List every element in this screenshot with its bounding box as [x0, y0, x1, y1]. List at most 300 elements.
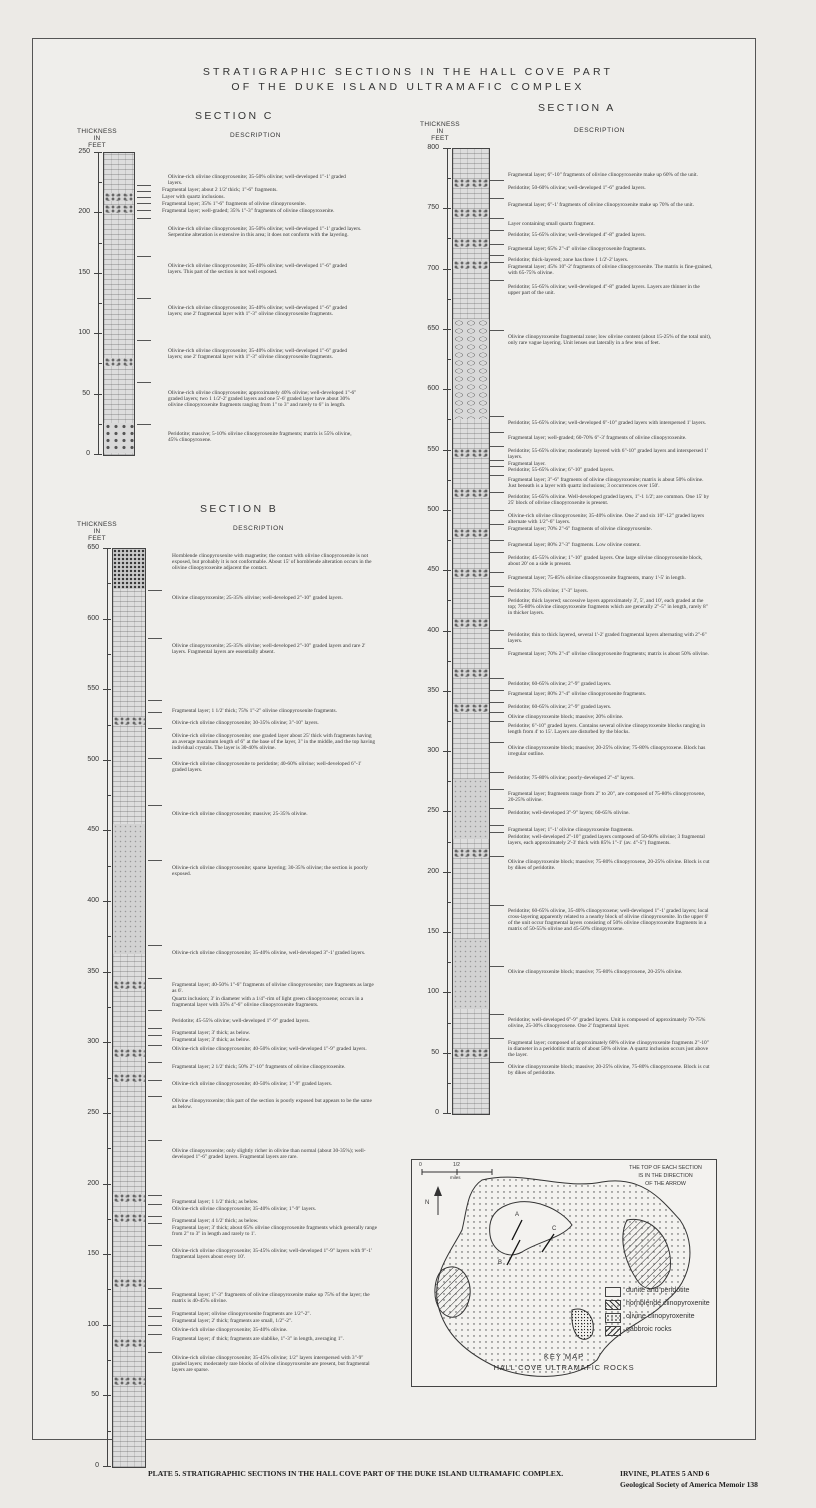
legend-dunite-label: dunite and peridotite — [626, 1287, 690, 1294]
section-b-unit-26: Fragmental layer; 1"-3" fragments of olivine clinopyroxenite make up 75% of the layer; the matrix is 40-45% olivine. — [172, 1292, 370, 1305]
section-a-unit-42: Fragmental layer; composed of approximately 60% olivine clinopyroxenite fragments 2"-10" in diameter in a peridotitic matrix of about 50% olivine. A quartz inclusion occurs just above the layer. — [508, 1040, 709, 1059]
unit-boundary-leader — [148, 1140, 162, 1141]
section-a-unit-36: Fragmental layer; 1"-1' olivine clinopyroxenite fragments. — [508, 827, 634, 833]
section-b-unit-10: Olivine-rich olivine clinopyroxenite; 35-40% olivine, well-developed 3"-1' graded layers. — [172, 950, 366, 956]
scale-tick — [103, 619, 111, 620]
scale-tick — [103, 1184, 111, 1185]
gabbroic-area — [435, 1267, 470, 1317]
section-a-unit-25: Peridotite; thin to thick layered, several 1'-2' graded fragmental layers alternating with 2"-6" layers. — [508, 632, 707, 645]
unit-boundary-leader — [148, 1010, 162, 1011]
scale-minor-tick — [447, 299, 451, 300]
unit-boundary-leader — [148, 1352, 162, 1353]
scale-tick-label: 100 — [87, 1320, 99, 1328]
legend-olivine-label: olivine clinopyroxenite — [626, 1313, 695, 1320]
section-b-unit-6: Olivine-rich olivine clinopyroxenite; one graded layer about 25' thick with fragments having an average maximum length of 6" at the base of the layer, 3" in the middle, and the top having individual crystals. The layer is 30-40% olivine. — [172, 733, 376, 752]
scale-tick — [103, 548, 111, 549]
scale-tick-label: 150 — [87, 1250, 99, 1258]
unit-boundary-leader — [148, 728, 162, 729]
scale-tick-label: 50 — [82, 389, 90, 397]
unit-boundary-leader — [148, 1204, 162, 1205]
unit-boundary-leader — [137, 185, 151, 186]
unit-boundary-leader — [490, 262, 504, 263]
scale-tick-label: 350 — [87, 967, 99, 975]
section-c-title: SECTION C — [195, 110, 274, 122]
scale-label-half: 1/2 — [453, 1162, 460, 1168]
scale-minor-tick — [447, 600, 451, 601]
section-a-unit-12: Fragmental layer; well-graded; 60-70% 6"-3' fragments of olivine clinopyroxenite. — [508, 435, 687, 441]
scale-tick — [443, 389, 451, 390]
unit-boundary-leader — [148, 1334, 162, 1335]
scale-minor-tick — [107, 654, 111, 655]
section-b-unit-13: Peridotite; 45-55% olivine; well-developed 1"-9" graded layers. — [172, 1018, 310, 1024]
scale-tick-label: 800 — [427, 144, 439, 151]
unit-boundary-leader — [137, 210, 151, 211]
scale-tick — [443, 570, 451, 571]
scale-minor-tick — [107, 1078, 111, 1079]
section-b-unit-29: Olivine-rich olivine clinopyroxenite; 35-40% olivine. — [172, 1327, 288, 1333]
section-b-unit-17: Fragmental layer; 2 1/2' thick; 50% 2"-10" fragments of olivine clinopyroxenite. — [172, 1064, 346, 1070]
unit-boundary-leader — [490, 825, 504, 826]
fragmental-layer — [453, 449, 489, 457]
fragmental-layer — [113, 1214, 145, 1222]
section-a-unit-29: Peridotite; 60-65% olivine; 2"-9" graded layers. — [508, 704, 612, 710]
fragmental-layer — [453, 704, 489, 712]
map-label-b: B — [498, 1260, 503, 1266]
unit-boundary-leader — [148, 1195, 162, 1196]
scale-tick — [443, 208, 451, 209]
unit-boundary-leader — [148, 638, 162, 639]
unit-boundary-leader — [148, 590, 162, 591]
fragmental-layer — [104, 205, 134, 213]
section-c-unit-1: Olivine-rich olivine clinopyroxenite; 35-50% olivine; well-developed 1"-1' graded layers. — [168, 174, 346, 187]
section-b-unit-21: Fragmental layer; 1 1/2' thick; as below. — [172, 1199, 259, 1205]
unit-boundary-leader — [490, 1038, 504, 1039]
scale-minor-tick — [447, 480, 451, 481]
scale-minor-tick — [447, 238, 451, 239]
section-b-unit-27: Fragmental layer; olivine clinopyroxenite fragments are 1/2"-2". — [172, 1311, 311, 1317]
fragmental-layer — [453, 569, 489, 577]
section-a-unit-2: Peridotite; 50-60% olivine; well-developed 1"-6" graded layers. — [508, 185, 646, 191]
section-a-unit-28: Fragmental layer; 80% 2"-4" olivine clinopyroxenite fragments. — [508, 691, 647, 697]
scale-tick-label: 0 — [435, 1109, 439, 1116]
unit-boundary-leader — [137, 340, 151, 341]
unit-boundary-leader — [490, 218, 504, 219]
fragmental-layer — [104, 193, 134, 201]
section-b-unit-9: Olivine-rich olivine clinopyroxenite; sparse layering; 30-35% olivine; the section is poorly exposed. — [172, 865, 368, 878]
fragmental-layer — [113, 1339, 145, 1347]
section-a-unit-24: Peridotite; thick layered; successive layers approximately 3', 5', and 10', each graded at the top; 75-80% olivine clinopyroxenite fragments which are generally 2"-5" in length, rarely 8" in thicker layers. — [508, 598, 708, 617]
scale-tick-label: 150 — [427, 928, 439, 936]
scale-tick — [443, 510, 451, 511]
scale-tick — [103, 1113, 111, 1114]
section-c-unit-6: Olivine-rich olivine clinopyroxenite; 35-50% olivine; well-developed 1"-1' graded layers. Serpentine alteration is extensive in this area; it does not conform with the layering. — [168, 226, 362, 239]
fragmental-layer — [453, 849, 489, 857]
unit-boundary-leader — [490, 180, 504, 181]
scale-tick-label: 100 — [78, 329, 90, 337]
fragmental-layer — [453, 261, 489, 269]
plate-caption: PLATE 5. STRATIGRAPHIC SECTIONS IN THE HALL COVE PART OF THE DUKE ISLAND ULTRAMAFIC COMPLEX. — [148, 1469, 564, 1478]
scale-tick-label: 450 — [427, 566, 439, 574]
scale-minor-tick — [98, 182, 102, 183]
unit-boundary-leader — [137, 424, 151, 425]
unit-boundary-leader — [148, 805, 162, 806]
section-a-unit-39: Peridotite; 60-65% olivine, 35-40% clinopyroxene; well-developed 1"-1' graded layers; local cross-layering apparently related to a nearby block of olivine clinopyroxenite. In the upper 6' of the unit occur fragmental layers consisting of 50% olivine clinopyroxenite fragments in a matrix of 50-55% olivine and 45-50% clinopyroxene. — [508, 908, 709, 933]
scale-tick — [443, 811, 451, 812]
unit-boundary-leader — [490, 596, 504, 597]
section-b-unit-22: Olivine-rich olivine clinopyroxenite; 35-40% olivine; 1"-9" layers. — [172, 1206, 317, 1212]
section-c-unit-9: Olivine-rich olivine clinopyroxenite; 35-40% olivine; well-developed 1"-6" graded layers; one 2' fragmental layer with 1"-3" olivine clinopyroxenite fragments. — [168, 348, 348, 361]
scale-minor-tick — [107, 1431, 111, 1432]
scale-minor-tick — [107, 583, 111, 584]
section-b-unit-30: Fragmental layer; 4' thick; fragments are slablike, 1"-3" in length, averaging 1". — [172, 1336, 344, 1342]
fragmental-layer — [113, 717, 145, 725]
unit-boundary-leader — [490, 721, 504, 722]
section-a-unit-33: Peridotite; 75-80% olivine; poorly-developed 2"-4" layers. — [508, 775, 635, 781]
scale-minor-tick — [447, 1023, 451, 1024]
map-label-c: C — [552, 1226, 557, 1232]
section-a-column — [452, 148, 490, 1115]
section-a-unit-26: Fragmental layer; 70% 2"-4" olivine clinopyroxenite fragments; matrix is about 50% olivine. — [508, 651, 709, 657]
scale-tick — [443, 329, 451, 330]
section-a-unit-10: Olivine clinopyroxenite fragmental zone; low olivine content (about 15-25% of the total unit), only rare vague layering. Unit lenses out laterally in a few tens of feet. — [508, 334, 712, 347]
unit-boundary-leader — [490, 330, 504, 331]
scale-tick — [443, 992, 451, 993]
scale-tick — [443, 450, 451, 451]
section-a-unit-8: Fragmental layer; 45% 10"-2' fragments of olivine clinopyroxenite. The matrix is fine-grained, with 65-75% olivine. — [508, 264, 713, 277]
scale-minor-tick — [107, 725, 111, 726]
section-c-unit-2: Fragmental layer; about 2 1/2' thick; 1"-6" fragments. — [162, 187, 278, 193]
scale-minor-tick — [98, 243, 102, 244]
section-b-description-header: DESCRIPTION — [233, 525, 285, 532]
section-a-unit-27: Peridotite; 60-65% olivine; 2"-9" graded layers. — [508, 681, 612, 687]
section-a-unit-17: Peridotite; 55-65% olivine. Well-developed graded layers, 1"-1 1/2'; are common. One 15' by 25' block of olivine clinopyroxenite is present. — [508, 494, 710, 507]
section-b-unit-3: Olivine clinopyroxenite; 25-35% olivine; well-developed 2"-10" graded layers and rare 2' layers. Fragmental layers are essentially absent. — [172, 643, 366, 656]
section-b-unit-31: Olivine-rich olivine clinopyroxenite; 35-45% olivine; 1/2" layers interspersed with 3"-9" graded layers; moderately rare blocks of olivine clinopyroxenite are present, but fragmental layers are sparse. — [172, 1355, 370, 1374]
section-a-description-header: DESCRIPTION — [574, 127, 626, 134]
legend-swatch-hornblende — [605, 1300, 621, 1310]
scale-tick-label: 400 — [87, 897, 99, 905]
scale-unit-label: miles — [450, 1175, 461, 1180]
section-a-unit-11: Peridotite; 55-65% olivine; well-developed 6"-10" graded layers with interspersed 1' layers. — [508, 420, 707, 426]
plate-title-line-1: STRATIGRAPHIC SECTIONS IN THE HALL COVE PART — [202, 66, 614, 78]
section-c-unit-3: Layer with quartz inclusions. — [162, 194, 225, 200]
section-b-unit-4: Fragmental layer; 1 1/2' thick; 75% 1"-2" olivine clinopyroxenite fragments. — [172, 708, 337, 714]
unit-boundary-leader — [490, 832, 504, 833]
unit-boundary-leader — [490, 492, 504, 493]
section-a-unit-37: Peridotite; well-developed 2"-10" graded layers composed of 50-60% olivine; 3 fragmental layers, each approximately 2'-3' thick with 85% 1"-1' (av. 4"-5") fragments. — [508, 834, 705, 847]
unit-boundary-leader — [490, 416, 504, 417]
scale-minor-tick — [447, 540, 451, 541]
scale-tick — [103, 830, 111, 831]
unit-boundary-leader — [490, 432, 504, 433]
scale-tick — [94, 152, 102, 153]
scale-tick — [94, 212, 102, 213]
section-a-unit-9: Peridotite; 55-65% olivine; well-developed 4"-8" graded layers. Layers are thinner in the upper part of the unit. — [508, 284, 700, 297]
fragmental-layer — [453, 669, 489, 677]
scale-tick — [103, 689, 111, 690]
section-c-unit-5: Fragmental layer; well-graded; 35% 1"-3" fragments of olivine clinopyroxenite. — [162, 208, 335, 214]
scale-tick-label: 150 — [78, 268, 90, 276]
section-b-unit-1: Hornblende clinopyroxenite with magnetite; the contact with olivine clinopyroxenite is not exposed, but probably it is not conformable. About 15' of hornblende alteration occurs in the olivine clinopyroxenite adjacent the contact. — [172, 553, 372, 572]
section-a-unit-21: Peridotite; 45-55% olivine; 1"-10" graded layers. One large olivine clinopyroxenite block, about 20' on a side is present. — [508, 555, 703, 568]
scale-minor-tick — [107, 1148, 111, 1149]
unit-boundary-leader — [137, 382, 151, 383]
section-a-unit-35: Peridotite; well-developed 3"-9" layers; 60-65% olivine. — [508, 810, 630, 816]
section-a-unit-43: Olivine clinopyroxenite block; massive; 20-25% olivine, 75-80% clinopyroxene. Block is cut by dikes of peridotite. — [508, 1064, 710, 1077]
unit-boundary-leader — [148, 1080, 162, 1081]
scale-tick — [103, 1254, 111, 1255]
section-c-unit-4: Fragmental layer; 35% 1"-6" fragments of olivine clinopyroxenite. — [162, 201, 306, 207]
unit-boundary-leader — [490, 712, 504, 713]
scale-tick — [94, 333, 102, 334]
section-b-unit-28: Fragmental layer; 2' thick; fragments are small, 1/2"-2". — [172, 1318, 293, 1324]
unit-boundary-leader — [490, 772, 504, 773]
section-b-unit-20: Olivine clinopyroxenite; only slightly richer in olivine than normal (about 30-35%); well-developed 1"-6" graded layers. Fragmental layers are rare. — [172, 1148, 366, 1161]
unit-boundary-leader — [148, 1035, 162, 1036]
section-a-unit-22: Fragmental layer; 75-85% olivine clinopyroxenite fragments, many 1'-5' in length. — [508, 575, 686, 581]
unit-boundary-leader — [490, 244, 504, 245]
section-c-unit-10: Olivine-rich olivine clinopyroxenite; approximately 40% olivine; well-developed 1"-6" graded layers; two 1 1/2'-2' graded layers and one 5'-6' graded layer have about 30% olivine clinopyroxenite fragments ranging from 1" to 3" and rarely to 6" in length. — [168, 390, 357, 409]
scale-tick — [103, 1042, 111, 1043]
fragmental-layer — [453, 239, 489, 247]
scale-minor-tick — [447, 721, 451, 722]
scale-tick-label: 0 — [86, 450, 90, 457]
scale-tick-label: 300 — [87, 1038, 99, 1046]
massive-unit — [113, 824, 145, 954]
section-b-title: SECTION B — [200, 503, 279, 515]
unit-boundary-leader — [490, 510, 504, 511]
legend-gabbroic-label: gabbroic rocks — [626, 1326, 672, 1333]
scale-tick — [103, 1325, 111, 1326]
unit-boundary-leader — [490, 742, 504, 743]
section-a-unit-23: Peridotite; 75% olivine; 1"-3" layers. — [508, 588, 589, 594]
section-a-unit-7: Peridotite; thick-layered; zone has three 1 1/2'-2' layers. — [508, 257, 629, 263]
unit-boundary-leader — [490, 475, 504, 476]
unit-boundary-leader — [490, 630, 504, 631]
scale-minor-tick — [107, 1219, 111, 1220]
scale-tick-label: 250 — [87, 1108, 99, 1116]
section-a-title: SECTION A — [538, 102, 616, 114]
unit-boundary-leader — [490, 690, 504, 691]
scale-tick-label: 650 — [427, 324, 439, 332]
scale-tick-label: 250 — [427, 807, 439, 815]
unit-boundary-leader — [490, 198, 504, 199]
scale-tick-label: 650 — [87, 544, 99, 551]
section-b-unit-11: Fragmental layer; 40-50% 1"-6" fragments of olivine clinopyroxenite; rare fragments as large as 6'. — [172, 982, 374, 995]
unit-boundary-leader — [148, 1325, 162, 1326]
fragmental-layer — [453, 209, 489, 217]
scale-tick-label: 500 — [87, 755, 99, 763]
scale-tick — [443, 691, 451, 692]
scale-tick-label: 550 — [427, 445, 439, 453]
section-a-unit-30: Olivine clinopyroxenite block; massive; 20% olivine. — [508, 714, 624, 720]
unit-boundary-leader — [490, 460, 504, 461]
scale-tick-label: 700 — [427, 264, 439, 272]
unit-boundary-leader — [137, 218, 151, 219]
plate-journal: Geological Society of America Memoir 138 — [620, 1480, 758, 1489]
unit-boundary-leader — [137, 256, 151, 257]
unit-boundary-leader — [490, 808, 504, 809]
scale-tick-label: 600 — [87, 614, 99, 622]
section-a-unit-5: Peridotite; 55-65% olivine; well-developed 4"-8" graded layers. — [508, 232, 646, 238]
plate-author: IRVINE, PLATES 5 AND 6 — [620, 1469, 710, 1478]
unit-boundary-leader — [490, 586, 504, 587]
scale-tick — [443, 932, 451, 933]
scale-tick — [443, 148, 451, 149]
unit-boundary-leader — [148, 860, 162, 861]
section-b-column — [112, 548, 146, 1468]
fragmental-layer — [113, 1279, 145, 1287]
scale-tick-label: 300 — [427, 747, 439, 755]
section-c-unit-11: Peridotite; massive; 5-10% olivine clinopyroxenite fragments; matrix is 55% olivine, 45% clinopyroxene. — [168, 431, 352, 444]
fragmental-layer — [113, 1049, 145, 1057]
scale-minor-tick — [107, 1360, 111, 1361]
unit-boundary-leader — [148, 1288, 162, 1289]
scale-minor-tick — [447, 1083, 451, 1084]
section-a-unit-13: Peridotite; 55-65% olivine; moderately layered with 6"-10" graded layers and interspersed 1' layers. — [508, 448, 708, 461]
unit-boundary-leader — [490, 572, 504, 573]
section-b-thickness-header: THICKNESS IN FEET — [77, 521, 117, 542]
scale-minor-tick — [107, 1289, 111, 1290]
scale-tick — [443, 1053, 451, 1054]
scale-tick-label: 200 — [427, 867, 439, 875]
section-a-unit-4: Layer containing small quartz fragment. — [508, 221, 595, 227]
section-a-unit-34: Fragmental layer; fragments range from 2" to 20", are composed of 75-80% clinopyroxene, 20-25% olivine. — [508, 791, 706, 804]
unit-boundary-leader — [148, 1308, 162, 1309]
scale-minor-tick — [447, 842, 451, 843]
unit-boundary-leader — [148, 700, 162, 701]
scale-minor-tick — [447, 359, 451, 360]
scale-minor-tick — [98, 424, 102, 425]
scale-minor-tick — [107, 936, 111, 937]
section-a-unit-3: Fragmental layer; 6"-1' fragments of olivine clinopyroxenite make up 70% of the unit. — [508, 202, 694, 208]
olivine-clinopyroxenite-block — [453, 779, 489, 839]
hornblende-clinopyroxenite-unit — [113, 549, 145, 589]
unit-boundary-leader — [148, 1062, 162, 1063]
section-b-unit-23: Fragmental layer; 4 1/2' thick; as below. — [172, 1218, 259, 1224]
section-b-unit-2: Olivine clinopyroxenite; 25-35% olivine; well-developed 2"-10" graded layers. — [172, 595, 343, 601]
fragmental-layer — [453, 619, 489, 627]
unit-boundary-leader — [490, 1014, 504, 1015]
scale-minor-tick — [107, 1007, 111, 1008]
section-a-unit-14: Fragmental layer. — [508, 461, 546, 467]
scale-tick — [103, 901, 111, 902]
section-a-unit-19: Fragmental layer; 70% 2"-6" fragments of olivine clinopyroxenite. — [508, 526, 652, 532]
scale-minor-tick — [447, 781, 451, 782]
section-b-unit-5: Olivine-rich olivine clinopyroxenite; 30-35% olivine; 3"-10" layers. — [172, 720, 319, 726]
scale-tick — [94, 273, 102, 274]
scale-minor-tick — [107, 866, 111, 867]
scale-tick — [443, 751, 451, 752]
unit-boundary-leader — [490, 552, 504, 553]
section-a-unit-41: Peridotite; well-developed 6"-9" graded layers. Unit is composed of approximately 70-75% olivine, 25-30% clinopyroxene. One 2' fragmental layer. — [508, 1017, 706, 1030]
scale-tick-label: 200 — [78, 208, 90, 216]
section-b-unit-7: Olivine-rich olivine clinopyroxenite to peridotite; 40-60% olivine; well-developed 6"-1' graded layers. — [172, 761, 362, 774]
scale-tick-label: 350 — [427, 686, 439, 694]
unit-boundary-leader — [148, 1216, 162, 1217]
scale-tick — [443, 269, 451, 270]
section-a-unit-38: Olivine clinopyroxenite block; massive; 75-80% clinopyroxene, 20-25% olivine. Block is cut by dikes of peridotite. — [508, 859, 710, 872]
scale-label-0: 0 — [419, 1162, 422, 1168]
section-a-unit-40: Olivine clinopyroxenite block; massive; 75-80% clinopyroxene, 20-25% olivine. — [508, 969, 683, 975]
section-b-unit-15: Fragmental layer; 3' thick; as below. — [172, 1037, 251, 1043]
unit-boundary-leader — [148, 1045, 162, 1046]
scale-tick — [103, 972, 111, 973]
scale-minor-tick — [107, 795, 111, 796]
scale-tick — [443, 872, 451, 873]
section-c-unit-7: Olivine-rich olivine clinopyroxenite; 35-40% olivine; well-developed 1"-6" graded layers. This part of the section is not well exposed. — [168, 263, 348, 276]
map-note: THE TOP OF EACH SECTION IS IN THE DIRECTION OF THE ARROW — [629, 1165, 702, 1187]
section-a-unit-20: Fragmental layer; 80% 2"-3" fragments. Low olivine content. — [508, 542, 641, 548]
fragmental-layer — [453, 1049, 489, 1057]
scale-tick — [443, 631, 451, 632]
section-b-unit-18: Olivine-rich olivine clinopyroxenite; 40-50% olivine; 1"-9" graded layers. — [172, 1081, 333, 1087]
section-a-unit-31: Peridotite; 6"-10" graded layers. Contains several olivine clinopyroxenite blocks ranging in length from 4' to 15'. Layers are disturbed by the blocks. — [508, 723, 706, 736]
unit-boundary-leader — [148, 945, 162, 946]
fragmental-layer — [453, 489, 489, 497]
unit-boundary-leader — [490, 446, 504, 447]
section-a-unit-6: Fragmental layer; 65% 2"-4" olivine clinopyroxenite fragments. — [508, 246, 647, 252]
section-a-unit-16: Fragmental layer; 3"-6" fragments of olivine clinopyroxenite; matrix is about 50% olivine. Just beneath is a layer with quartz inclusions; 3 occurrences over 150'. — [508, 477, 704, 490]
fragmental-layer — [113, 1377, 145, 1385]
fragmental-layer — [453, 529, 489, 537]
olivine-clinopyroxenite-block — [453, 939, 489, 1009]
north-label: N — [425, 1200, 430, 1206]
scale-minor-tick — [447, 661, 451, 662]
key-map — [411, 1159, 717, 1387]
legend-swatch-olivine — [605, 1313, 621, 1323]
section-b-unit-16: Olivine-rich olivine clinopyroxenite; 40-50% olivine; well-developed 1"-9" graded layers. — [172, 1046, 367, 1052]
fragmental-layer — [113, 981, 145, 989]
peridotite-unit — [104, 423, 134, 453]
section-c-column — [103, 152, 135, 456]
unit-boundary-leader — [490, 789, 504, 790]
scale-tick — [443, 1113, 451, 1114]
scale-tick-label: 500 — [427, 505, 439, 513]
unit-boundary-leader — [148, 1245, 162, 1246]
key-map-title: KEY MAP — [543, 1352, 585, 1361]
scale-tick-label: 450 — [87, 826, 99, 834]
scale-minor-tick — [98, 303, 102, 304]
scale-tick-label: 0 — [95, 1462, 99, 1469]
unit-boundary-leader — [148, 978, 162, 979]
fragmental-layer — [104, 358, 134, 366]
section-c-unit-8: Olivine-rich olivine clinopyroxenite; 35-40% olivine; well-developed 1"-6" graded layers; one 2' fragmental layer with 1"-3" olivine clinopyroxenite fragments. — [168, 305, 348, 318]
scale-tick-label: 400 — [427, 626, 439, 634]
unit-boundary-leader — [148, 1028, 162, 1029]
scale-tick-label: 200 — [87, 1179, 99, 1187]
fragmental-layer — [113, 1074, 145, 1082]
scale-tick-label: 50 — [91, 1391, 99, 1399]
unit-boundary-leader — [490, 702, 504, 703]
unit-boundary-leader — [490, 280, 504, 281]
legend-hornblende-label: hornblende clinopyroxenite — [626, 1300, 710, 1307]
unit-boundary-leader — [137, 203, 151, 204]
unit-boundary-leader — [148, 1096, 162, 1097]
fragmental-zone — [453, 319, 489, 419]
unit-boundary-leader — [490, 524, 504, 525]
section-b-unit-19: Olivine clinopyroxenite; this part of the section is poorly exposed but appears to be the same as below. — [172, 1098, 372, 1111]
fragmental-layer — [453, 179, 489, 187]
unit-boundary-leader — [137, 197, 151, 198]
key-map-subtitle: HALL COVE ULTRAMAFIC ROCKS — [493, 1363, 635, 1372]
unit-boundary-leader — [148, 1223, 162, 1224]
section-c-thickness-header: THICKNESS IN FEET — [77, 128, 117, 149]
unit-boundary-leader — [137, 298, 151, 299]
unit-boundary-leader — [137, 191, 151, 192]
section-b-unit-8: Olivine-rich olivine clinopyroxenite; massive; 25-35% olivine. — [172, 811, 308, 817]
section-b-unit-14: Fragmental layer; 3' thick; as below. — [172, 1030, 251, 1036]
